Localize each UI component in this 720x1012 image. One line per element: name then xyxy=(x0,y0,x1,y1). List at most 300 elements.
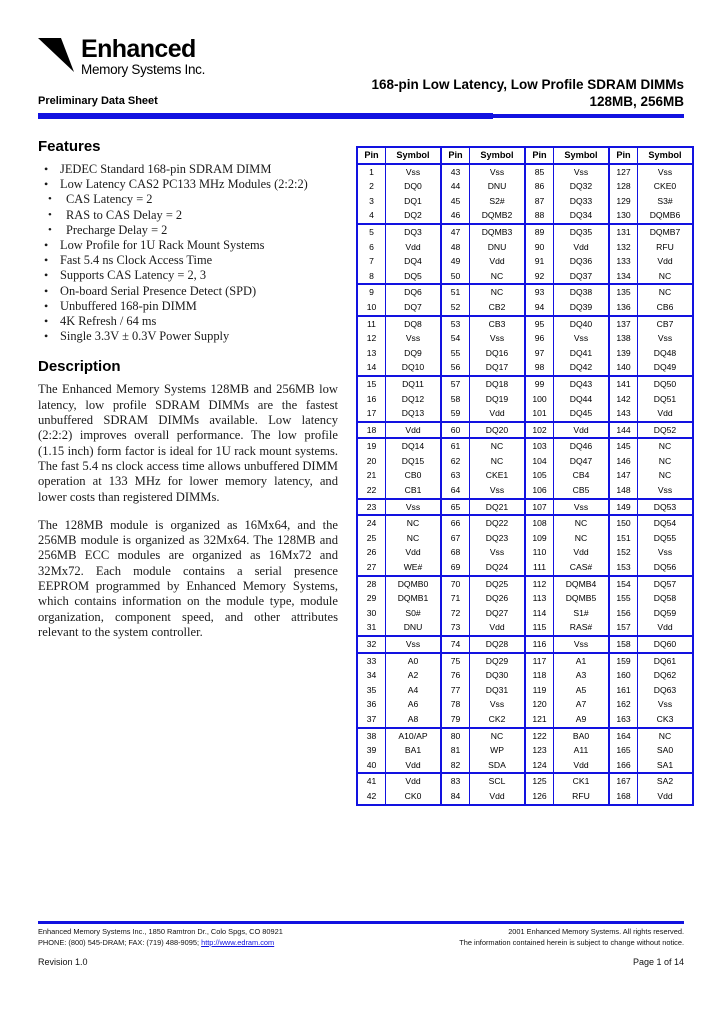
footer-address: Enhanced Memory Systems Inc., 1850 Ramtron Dr., Colo Spgs, CO 80921 xyxy=(38,927,283,936)
pin-symbol-cell: NC xyxy=(470,454,526,469)
pin-symbol-cell: DQ41 xyxy=(554,346,610,361)
pin-symbol-cell: NC xyxy=(554,531,610,546)
pin-symbol-cell: DQ0 xyxy=(386,179,442,194)
pin-symbol-cell: CB4 xyxy=(554,468,610,483)
pin-number-cell: 167 xyxy=(609,773,638,789)
feature-text: JEDEC Standard 168-pin SDRAM DIMM xyxy=(60,162,272,176)
feature-subitem xyxy=(38,223,338,238)
pin-number-cell: 96 xyxy=(525,331,554,346)
pin-number-cell: 157 xyxy=(609,620,638,636)
pin-symbol-cell: CKE0 xyxy=(638,179,694,194)
pin-number-cell: 91 xyxy=(525,254,554,269)
pin-number-cell: 23 xyxy=(357,499,386,516)
pin-number-cell: 2 xyxy=(357,179,386,194)
pin-number-cell: 53 xyxy=(441,316,470,332)
table-row xyxy=(357,728,693,744)
pin-symbol-cell: DQ30 xyxy=(470,668,526,683)
pin-symbol-cell: DQMB4 xyxy=(554,576,610,592)
pin-symbol-cell: Vdd xyxy=(386,773,442,789)
pin-symbol-cell: Vdd xyxy=(554,758,610,774)
pin-number-cell: 134 xyxy=(609,269,638,285)
pin-symbol-cell: DQ16 xyxy=(470,346,526,361)
pin-symbol-cell: DQ48 xyxy=(638,346,694,361)
column-header-symbol: Symbol xyxy=(554,147,610,164)
table-row xyxy=(357,422,693,439)
pin-number-cell: 29 xyxy=(357,591,386,606)
footer-contact xyxy=(38,938,283,949)
pin-number-cell: 148 xyxy=(609,483,638,499)
pin-symbol-cell: Vss xyxy=(470,164,526,180)
preliminary-label: Preliminary Data Sheet xyxy=(38,95,158,107)
pin-number-cell: 143 xyxy=(609,406,638,422)
pin-symbol-cell: DQ21 xyxy=(470,499,526,516)
pin-number-cell: 65 xyxy=(441,499,470,516)
table-row xyxy=(357,773,693,789)
pin-number-cell: 120 xyxy=(525,697,554,712)
feature-item xyxy=(38,177,338,192)
pin-number-cell: 168 xyxy=(609,789,638,805)
pin-number-cell: 35 xyxy=(357,683,386,698)
pin-symbol-cell: DQ25 xyxy=(470,576,526,592)
pin-symbol-cell: DQ23 xyxy=(470,531,526,546)
pin-number-cell: 122 xyxy=(525,728,554,744)
pin-number-cell: 124 xyxy=(525,758,554,774)
pin-number-cell: 114 xyxy=(525,606,554,621)
pin-symbol-cell: Vdd xyxy=(386,240,442,255)
footer-rule xyxy=(38,921,684,924)
pin-number-cell: 147 xyxy=(609,468,638,483)
pin-symbol-cell: DQ47 xyxy=(554,454,610,469)
pin-number-cell: 13 xyxy=(357,346,386,361)
pin-number-cell: 76 xyxy=(441,668,470,683)
pin-symbol-cell: DQMB6 xyxy=(638,208,694,224)
feature-text: Supports CAS Latency = 2, 3 xyxy=(60,268,207,283)
pin-number-cell: 19 xyxy=(357,438,386,454)
pin-number-cell: 63 xyxy=(441,468,470,483)
pin-symbol-cell: DQ32 xyxy=(554,179,610,194)
features-list xyxy=(38,162,338,192)
pin-symbol-cell: DQ59 xyxy=(638,606,694,621)
pin-number-cell: 39 xyxy=(357,743,386,758)
pin-number-cell: 125 xyxy=(525,773,554,789)
pin-symbol-cell: CB1 xyxy=(386,483,442,499)
pin-symbol-cell: DQ51 xyxy=(638,392,694,407)
footer-website-link[interactable]: http://www.edram.com xyxy=(201,937,275,947)
pin-symbol-cell: DQ46 xyxy=(554,438,610,454)
pin-symbol-cell: NC xyxy=(638,468,694,483)
pin-number-cell: 161 xyxy=(609,683,638,698)
logo-company-name: Enhanced xyxy=(81,35,196,63)
table-row xyxy=(357,653,693,669)
pin-number-cell: 154 xyxy=(609,576,638,592)
pin-number-cell: 16 xyxy=(357,392,386,407)
pin-number-cell: 116 xyxy=(525,636,554,653)
pin-symbol-cell: DQ6 xyxy=(386,284,442,300)
pin-symbol-cell: Vdd xyxy=(470,254,526,269)
pin-symbol-cell: CK3 xyxy=(638,712,694,728)
pin-number-cell: 111 xyxy=(525,560,554,576)
table-row xyxy=(357,620,693,636)
pin-symbol-cell: DQ63 xyxy=(638,683,694,698)
header-rule-right xyxy=(493,114,684,118)
pin-number-cell: 153 xyxy=(609,560,638,576)
pin-number-cell: 70 xyxy=(441,576,470,592)
pin-symbol-cell: DQ53 xyxy=(638,499,694,516)
pin-symbol-cell: DQ35 xyxy=(554,224,610,240)
pin-number-cell: 82 xyxy=(441,758,470,774)
pin-number-cell: 93 xyxy=(525,284,554,300)
pin-symbol-cell: WE# xyxy=(386,560,442,576)
pin-number-cell: 47 xyxy=(441,224,470,240)
feature-item xyxy=(38,253,338,268)
table-row xyxy=(357,758,693,774)
pin-symbol-cell: Vdd xyxy=(470,406,526,422)
pin-number-cell: 46 xyxy=(441,208,470,224)
pin-number-cell: 81 xyxy=(441,743,470,758)
pin-symbol-cell: DQ49 xyxy=(638,360,694,376)
pin-number-cell: 137 xyxy=(609,316,638,332)
pin-number-cell: 152 xyxy=(609,545,638,560)
pin-symbol-cell: Vdd xyxy=(638,789,694,805)
pin-symbol-cell: Vss xyxy=(554,331,610,346)
pin-number-cell: 165 xyxy=(609,743,638,758)
pin-number-cell: 14 xyxy=(357,360,386,376)
pin-symbol-cell: A2 xyxy=(386,668,442,683)
pin-number-cell: 92 xyxy=(525,269,554,285)
feature-item xyxy=(38,329,338,344)
feature-item xyxy=(38,238,338,253)
pin-number-cell: 95 xyxy=(525,316,554,332)
features-sublist xyxy=(38,192,338,238)
pin-number-cell: 159 xyxy=(609,653,638,669)
table-row xyxy=(357,316,693,332)
revision-label: Revision 1.0 xyxy=(38,957,88,967)
pin-number-cell: 89 xyxy=(525,224,554,240)
pin-number-cell: 37 xyxy=(357,712,386,728)
pin-symbol-cell: Vdd xyxy=(470,789,526,805)
pin-symbol-cell: A5 xyxy=(554,683,610,698)
pin-number-cell: 4 xyxy=(357,208,386,224)
table-row xyxy=(357,406,693,422)
pin-symbol-cell: Vss xyxy=(554,636,610,653)
pin-table xyxy=(356,146,694,806)
pin-number-cell: 34 xyxy=(357,668,386,683)
pin-number-cell: 17 xyxy=(357,406,386,422)
pin-number-cell: 75 xyxy=(441,653,470,669)
pin-number-cell: 151 xyxy=(609,531,638,546)
pin-number-cell: 99 xyxy=(525,376,554,392)
table-row xyxy=(357,606,693,621)
pin-number-cell: 59 xyxy=(441,406,470,422)
pin-number-cell: 64 xyxy=(441,483,470,499)
feature-subitem xyxy=(38,192,338,207)
logo-company-subtitle: Memory Systems Inc. xyxy=(81,62,206,77)
pin-number-cell: 85 xyxy=(525,164,554,180)
page-footer xyxy=(38,927,684,948)
pin-symbol-cell: DQ22 xyxy=(470,515,526,531)
pin-symbol-cell: NC xyxy=(638,269,694,285)
pin-number-cell: 44 xyxy=(441,179,470,194)
bullet-icon: • xyxy=(44,283,49,298)
page-number: Page 1 of 14 xyxy=(632,957,684,967)
pin-symbol-cell: DQ8 xyxy=(386,316,442,332)
pin-number-cell: 38 xyxy=(357,728,386,744)
pin-number-cell: 121 xyxy=(525,712,554,728)
table-row xyxy=(357,683,693,698)
pin-number-cell: 166 xyxy=(609,758,638,774)
footer-copyright: 2001 Enhanced Memory Systems. All rights reserved. xyxy=(508,927,684,936)
pin-symbol-cell: Vss xyxy=(638,483,694,499)
pin-symbol-cell: CAS# xyxy=(554,560,610,576)
pin-symbol-cell: Vss xyxy=(386,164,442,180)
pin-number-cell: 45 xyxy=(441,194,470,209)
table-row xyxy=(357,269,693,285)
pin-number-cell: 90 xyxy=(525,240,554,255)
pin-symbol-cell: DQ14 xyxy=(386,438,442,454)
pin-number-cell: 130 xyxy=(609,208,638,224)
pin-symbol-cell: DQMB5 xyxy=(554,591,610,606)
bullet-icon: • xyxy=(48,223,52,236)
pin-number-cell: 140 xyxy=(609,360,638,376)
pin-symbol-cell: Vss xyxy=(638,164,694,180)
pin-symbol-cell: NC xyxy=(470,284,526,300)
pin-number-cell: 110 xyxy=(525,545,554,560)
pin-number-cell: 156 xyxy=(609,606,638,621)
table-row xyxy=(357,468,693,483)
pin-number-cell: 12 xyxy=(357,331,386,346)
pin-number-cell: 73 xyxy=(441,620,470,636)
pin-number-cell: 162 xyxy=(609,697,638,712)
footer-company-info xyxy=(38,927,283,948)
pin-symbol-cell: DQ44 xyxy=(554,392,610,407)
pin-number-cell: 58 xyxy=(441,392,470,407)
pin-symbol-cell: DQ55 xyxy=(638,531,694,546)
pin-symbol-cell: DQ38 xyxy=(554,284,610,300)
pin-symbol-cell: DQ33 xyxy=(554,194,610,209)
pin-number-cell: 94 xyxy=(525,300,554,316)
pin-symbol-cell: DQ11 xyxy=(386,376,442,392)
pin-symbol-cell: S3# xyxy=(638,194,694,209)
pin-symbol-cell: S0# xyxy=(386,606,442,621)
pin-symbol-cell: Vdd xyxy=(386,545,442,560)
pin-symbol-cell: Vss xyxy=(470,331,526,346)
table-row xyxy=(357,499,693,516)
bullet-icon: • xyxy=(44,177,49,192)
feature-subtext: CAS Latency = 2 xyxy=(66,192,153,207)
footer-legal xyxy=(459,927,684,948)
pin-number-cell: 136 xyxy=(609,300,638,316)
pin-number-cell: 48 xyxy=(441,240,470,255)
pin-number-cell: 20 xyxy=(357,454,386,469)
pin-number-cell: 30 xyxy=(357,606,386,621)
pin-number-cell: 54 xyxy=(441,331,470,346)
page-header xyxy=(38,35,684,116)
pin-number-cell: 9 xyxy=(357,284,386,300)
pin-symbol-cell: DQ45 xyxy=(554,406,610,422)
pin-number-cell: 51 xyxy=(441,284,470,300)
pin-number-cell: 3 xyxy=(357,194,386,209)
pin-symbol-cell: Vdd xyxy=(470,620,526,636)
pin-number-cell: 71 xyxy=(441,591,470,606)
footer-notice: The information contained herein is subject to change without notice. xyxy=(459,937,684,947)
column-header-pin: Pin xyxy=(441,147,470,164)
pin-number-cell: 132 xyxy=(609,240,638,255)
pin-number-cell: 33 xyxy=(357,653,386,669)
pin-symbol-cell: A6 xyxy=(386,697,442,712)
pin-number-cell: 97 xyxy=(525,346,554,361)
pin-symbol-cell: DQ57 xyxy=(638,576,694,592)
pin-symbol-cell: Vdd xyxy=(554,240,610,255)
pin-symbol-cell: DQ17 xyxy=(470,360,526,376)
pin-number-cell: 52 xyxy=(441,300,470,316)
pin-number-cell: 117 xyxy=(525,653,554,669)
pin-symbol-cell: NC xyxy=(638,454,694,469)
pin-number-cell: 61 xyxy=(441,438,470,454)
pin-number-cell: 43 xyxy=(441,164,470,180)
table-row xyxy=(357,515,693,531)
pin-symbol-cell: DQ2 xyxy=(386,208,442,224)
pin-number-cell: 7 xyxy=(357,254,386,269)
pin-symbol-cell: CKE1 xyxy=(470,468,526,483)
table-row xyxy=(357,545,693,560)
pin-number-cell: 127 xyxy=(609,164,638,180)
pin-number-cell: 50 xyxy=(441,269,470,285)
pin-symbol-cell: Vss xyxy=(470,483,526,499)
pin-symbol-cell: DQ54 xyxy=(638,515,694,531)
pin-number-cell: 32 xyxy=(357,636,386,653)
pin-symbol-cell: NC xyxy=(554,515,610,531)
pin-symbol-cell: DQ40 xyxy=(554,316,610,332)
pin-symbol-cell: Vdd xyxy=(638,254,694,269)
feature-text: Unbuffered 168-pin DIMM xyxy=(60,298,197,313)
bullet-icon: • xyxy=(44,329,49,344)
pin-symbol-cell: RFU xyxy=(638,240,694,255)
pin-symbol-cell: NC xyxy=(386,531,442,546)
feature-subtext: Precharge Delay = 2 xyxy=(66,222,168,237)
pin-number-cell: 60 xyxy=(441,422,470,439)
pin-symbol-cell: A10/AP xyxy=(386,728,442,744)
pin-symbol-cell: DQ3 xyxy=(386,224,442,240)
pin-number-cell: 67 xyxy=(441,531,470,546)
pin-symbol-cell: Vdd xyxy=(386,422,442,439)
table-row xyxy=(357,576,693,592)
pin-number-cell: 8 xyxy=(357,269,386,285)
company-logo xyxy=(38,35,338,77)
bullet-icon: • xyxy=(48,208,52,221)
description-paragraph: The Enhanced Memory Systems 128MB and 256MB low latency, low profile SDRAM DIMMs are the fastest unbuffered SDRAM DIMMs available. Low latency (2:2:2) improves overall performance. The low profile (1.15 inch) form factor is ideal for 1U rack mount systems. The fast 5.4 ns clock access time allows unbuffered DIMM operation at 133 MHz for lower memory latency, and lower costs than registered DIMMs. xyxy=(38,382,338,504)
pin-number-cell: 158 xyxy=(609,636,638,653)
pin-number-cell: 123 xyxy=(525,743,554,758)
pin-symbol-cell: Vss xyxy=(554,164,610,180)
pin-symbol-cell: DQ28 xyxy=(470,636,526,653)
pin-symbol-cell: DQ20 xyxy=(470,422,526,439)
document-title xyxy=(371,76,684,110)
feature-text: Fast 5.4 ns Clock Access Time xyxy=(60,253,213,268)
feature-subitem xyxy=(38,208,338,223)
pin-number-cell: 25 xyxy=(357,531,386,546)
pin-number-cell: 74 xyxy=(441,636,470,653)
pin-symbol-cell: SCL xyxy=(470,773,526,789)
pin-symbol-cell: Vss xyxy=(386,331,442,346)
pin-number-cell: 164 xyxy=(609,728,638,744)
pin-symbol-cell: BA1 xyxy=(386,743,442,758)
pin-number-cell: 101 xyxy=(525,406,554,422)
pin-number-cell: 144 xyxy=(609,422,638,439)
table-row xyxy=(357,331,693,346)
pin-symbol-cell: DQ15 xyxy=(386,454,442,469)
pin-symbol-cell: DQ12 xyxy=(386,392,442,407)
pin-symbol-cell: DQ7 xyxy=(386,300,442,316)
pin-number-cell: 66 xyxy=(441,515,470,531)
feature-text: Low Profile for 1U Rack Mount Systems xyxy=(60,238,265,253)
pin-number-cell: 68 xyxy=(441,545,470,560)
pin-number-cell: 28 xyxy=(357,576,386,592)
pin-number-cell: 150 xyxy=(609,515,638,531)
pin-symbol-cell: A1 xyxy=(554,653,610,669)
pin-symbol-cell: DQ4 xyxy=(386,254,442,269)
pin-symbol-cell: DQMB3 xyxy=(470,224,526,240)
pin-symbol-cell: DQ1 xyxy=(386,194,442,209)
pin-symbol-cell: DNU xyxy=(470,240,526,255)
pin-number-cell: 142 xyxy=(609,392,638,407)
pin-symbol-cell: SDA xyxy=(470,758,526,774)
pin-symbol-cell: NC xyxy=(470,728,526,744)
pin-number-cell: 141 xyxy=(609,376,638,392)
table-row xyxy=(357,560,693,576)
pin-symbol-cell: A3 xyxy=(554,668,610,683)
pin-assignment-table xyxy=(356,146,683,806)
pin-number-cell: 26 xyxy=(357,545,386,560)
bullet-icon: • xyxy=(48,193,52,206)
bullet-icon: • xyxy=(44,253,49,268)
table-row xyxy=(357,254,693,269)
pin-symbol-cell: DQ34 xyxy=(554,208,610,224)
pin-symbol-cell: DQ10 xyxy=(386,360,442,376)
pin-number-cell: 84 xyxy=(441,789,470,805)
table-header-row xyxy=(357,147,693,164)
pin-number-cell: 104 xyxy=(525,454,554,469)
pin-symbol-cell: Vss xyxy=(638,697,694,712)
pin-symbol-cell: Vss xyxy=(470,697,526,712)
column-header-pin: Pin xyxy=(525,147,554,164)
pin-symbol-cell: DQ9 xyxy=(386,346,442,361)
table-row xyxy=(357,240,693,255)
pin-symbol-cell: CB2 xyxy=(470,300,526,316)
table-row xyxy=(357,591,693,606)
pin-number-cell: 129 xyxy=(609,194,638,209)
feature-item xyxy=(38,299,338,314)
pin-symbol-cell: S1# xyxy=(554,606,610,621)
pin-symbol-cell: NC xyxy=(470,438,526,454)
pin-symbol-cell: DQ43 xyxy=(554,376,610,392)
pin-symbol-cell: DQ36 xyxy=(554,254,610,269)
pin-symbol-cell: DQ62 xyxy=(638,668,694,683)
table-row xyxy=(357,194,693,209)
bullet-icon: • xyxy=(44,162,49,176)
pin-symbol-cell: S2# xyxy=(470,194,526,209)
table-row xyxy=(357,743,693,758)
pin-symbol-cell: A0 xyxy=(386,653,442,669)
pin-number-cell: 112 xyxy=(525,576,554,592)
pin-number-cell: 109 xyxy=(525,531,554,546)
pin-number-cell: 11 xyxy=(357,316,386,332)
pin-symbol-cell: Vdd xyxy=(554,545,610,560)
pin-number-cell: 149 xyxy=(609,499,638,516)
feature-item xyxy=(38,314,338,329)
pin-symbol-cell: Vss xyxy=(638,331,694,346)
pin-symbol-cell: DQMB7 xyxy=(638,224,694,240)
pin-number-cell: 62 xyxy=(441,454,470,469)
